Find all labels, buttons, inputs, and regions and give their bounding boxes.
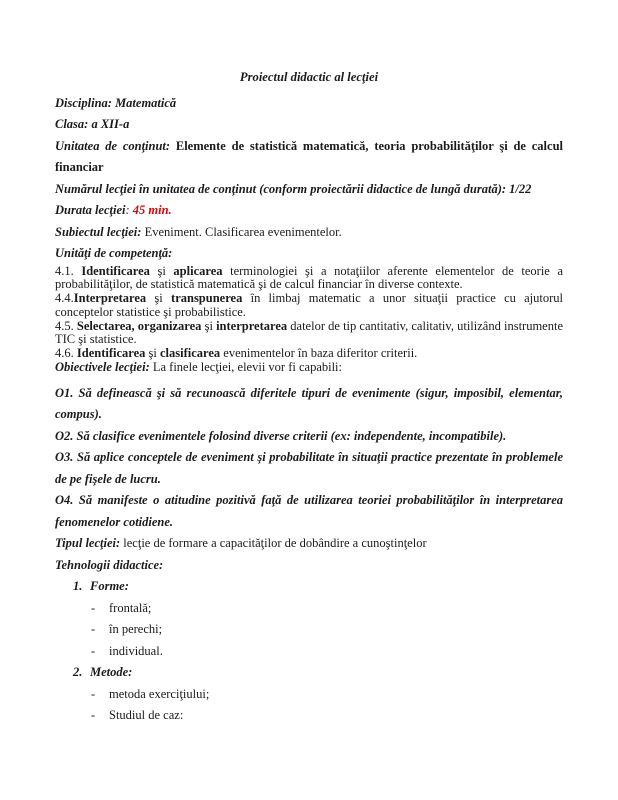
text-segment: 4.1. [55,263,82,278]
paragraph [55,114,563,136]
text-segment: individual. [109,643,163,658]
text-segment: O3. Să aplice conceptele de eveniment şi probabilitate în situaţii practice prezentate în problemele de pe fişele de lucru. [55,450,563,486]
text-segment: în limbaj matematic a unor situaţii practice cu ajutorul conceptelor statistice şi probabilistice. [55,291,564,319]
text-segment: Identificarea [81,263,150,278]
text-segment: Forme: [90,579,129,594]
text-segment: şi [201,318,217,333]
text-segment: Unităţi de competenţă: [55,246,173,260]
list-marker: - [91,643,96,658]
list-item [55,619,563,641]
text-segment: Unitatea de conţinut: [55,138,176,153]
list-item [55,576,563,598]
text-segment: în perechi; [109,622,163,637]
text-segment: şi [145,346,160,361]
text-segment: metoda exerciţiului; [109,686,210,701]
text-segment: Durata lecţiei [55,203,126,217]
paragraph [55,383,563,426]
paragraph [55,179,563,201]
text-segment: 4.4. [55,291,74,306]
list-item [55,662,563,684]
list-item [55,641,563,663]
text-segment: interpretarea [216,318,288,333]
paragraph [55,555,563,577]
text-segment: La finele lecţiei, elevii vor fi capabili: [149,360,343,375]
paragraph [55,93,563,115]
text-segment: Elemente de statistică matematică, teoria probabilităţilor şi de calcul financiar [55,138,563,174]
text-segment: 4.5. [55,318,77,333]
text-segment: Tehnologii didactice: [55,557,164,572]
list-item [55,598,563,620]
text-segment: Interpretarea [73,291,147,306]
text-segment: Metode: [90,665,133,680]
text-segment: O1. Să definească şi să recunoască diferitele tipuri de evenimente (sigur, imposibil, elementar, compus). [55,385,563,422]
text-segment: şi [146,291,172,306]
text-segment: : [125,203,133,217]
paragraph [55,361,563,375]
paragraph [55,320,563,348]
list-marker: - [91,686,96,701]
list-marker: - [91,708,96,723]
text-segment: Studiul de caz: [109,708,184,723]
text-segment: frontală; [109,600,152,615]
paragraph [55,136,563,179]
text-segment: şi [149,263,174,278]
paragraph [55,533,563,555]
text-segment: Subiectul lecţiei: [55,224,145,239]
text-segment: Identificarea [76,346,146,361]
text-segment: Disciplina: Matematică [55,95,177,110]
list-item [55,705,563,727]
text-segment: evenimentelor în baza diferitor criterii. [220,346,418,361]
document-title: Proiectul didactic al lecţiei [239,70,379,84]
text-segment: transpunerea [171,291,243,306]
text-segment: terminologiei şi a notaţiilor aferente elementelor de teorie a probabilităţilor, de statistică matematică şi de calcul financiar în diverse contexte. [55,263,563,292]
text-segment: Clasa: a XII-a [55,117,130,131]
text-segment: Selectarea, organizarea [76,318,202,333]
paragraph [55,222,563,244]
list-item [55,684,563,706]
paragraph [55,243,563,265]
list-marker: 2. [73,665,83,680]
paragraph [55,265,563,293]
list-marker: 1. [73,579,83,594]
text-segment: Obiectivele lecţiei: [55,360,150,375]
text-segment: datelor de tip cantitativ, calitativ, utilizând instrumente TIC şi statistice. [55,318,564,347]
text-segment: Numărul lecţiei în unitatea de conţinut (conform proiectării didactice de lungă durată): 1/22 [55,181,532,196]
text-segment: clasificarea [159,346,221,361]
paragraph [55,292,563,320]
document-body [55,93,563,727]
list-marker: - [91,600,96,615]
paragraph [55,200,563,222]
text-segment: lecţie de formare a capacităţilor de dobândire a cunoştinţelor [123,536,427,551]
text-segment: 4.6. [55,346,77,361]
paragraph [55,426,563,448]
paragraph [55,347,563,361]
text-segment: O4. Să manifeste o atitudine pozitivă faţă de utilizarea teoriei probabilităţilor în interpretarea fenomenelor cotidiene. [55,493,563,529]
text-segment: Eveniment. Clasificarea evenimentelor. [144,224,342,239]
paragraph [55,490,563,533]
list-marker: - [91,622,96,637]
paragraph [55,447,563,490]
text-segment: Tipul lecţiei: [55,536,124,551]
text-segment: aplicarea [173,263,223,278]
text-segment: 45 min. [132,203,172,217]
text-segment: O2. Să clasifice evenimentele folosind diverse criterii (ex: independente, incompatibile). [55,428,507,443]
